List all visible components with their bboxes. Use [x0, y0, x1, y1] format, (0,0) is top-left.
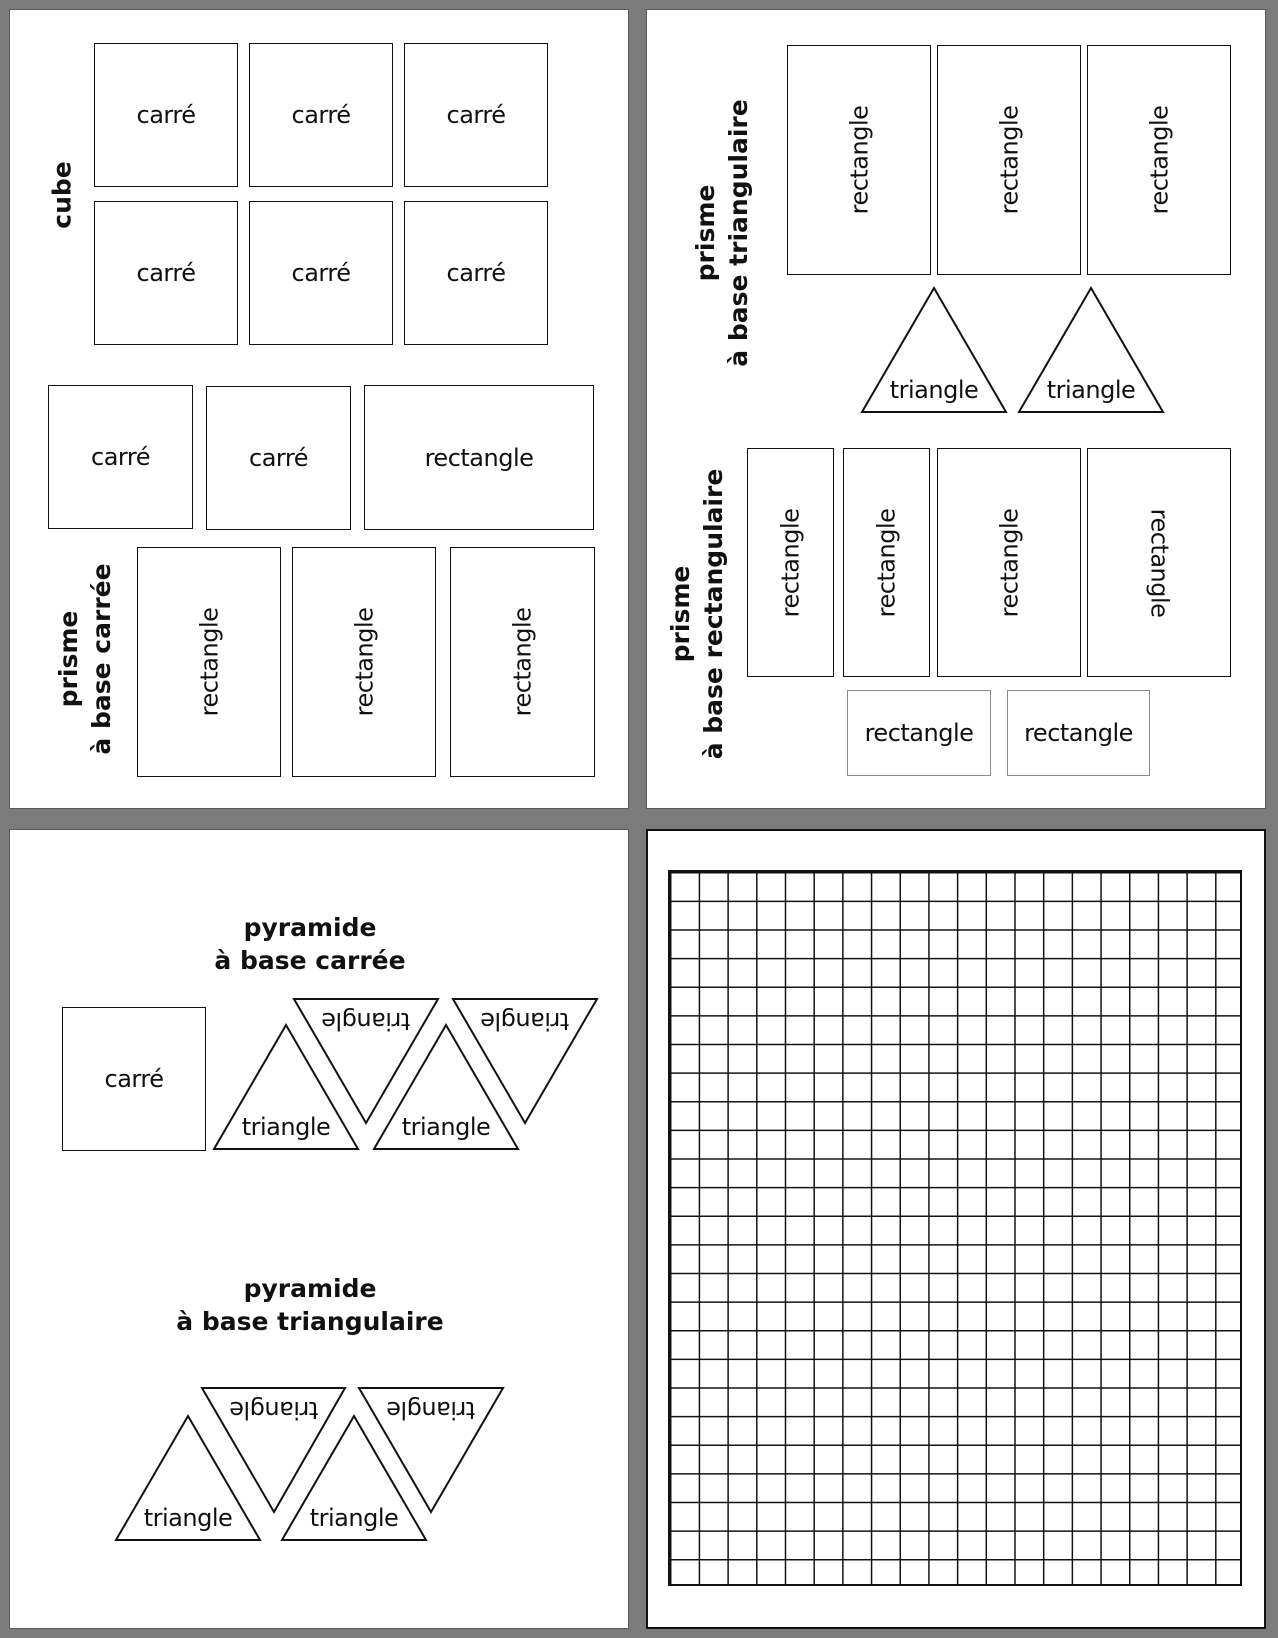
- square-grid: [668, 870, 1242, 1586]
- svg-text:triangle: triangle: [386, 1396, 476, 1424]
- prism-triangular-face-3: rectangle: [1087, 45, 1231, 275]
- prism-rectangular-face-2: rectangle: [843, 448, 930, 677]
- cube-face-2: carré: [249, 43, 393, 187]
- prism-square-title: prisme à base carrée: [54, 563, 116, 755]
- prism-square-base-2: carré: [206, 386, 351, 530]
- prism-triangular-base-1: [862, 288, 1006, 413]
- prism-rectangular-face-1: rectangle: [747, 448, 834, 677]
- prism-triangular-base-2: [1019, 288, 1163, 413]
- pyramid-triangular-face-4: [359, 1388, 503, 1513]
- svg-text:triangle: triangle: [401, 1113, 491, 1141]
- prism-rectangular-title: prisme à base rectangulaire: [666, 468, 728, 760]
- pyramid-square-face-4: [453, 999, 597, 1124]
- prism-square-top-rectangle: rectangle: [364, 385, 594, 530]
- prism-rectangular-face-4: rectangle: [1087, 448, 1231, 677]
- svg-text:triangle: triangle: [889, 376, 979, 404]
- pyramid-square-title: pyramide à base carrée: [214, 913, 406, 975]
- prism-square-side-1: rectangle: [137, 547, 281, 777]
- pyramid-square-base: carré: [62, 1007, 206, 1151]
- cube-face-3: carré: [404, 43, 548, 187]
- svg-text:triangle: triangle: [143, 1504, 233, 1532]
- prism-square-side-2: rectangle: [292, 547, 436, 777]
- prism-triangular-face-1: rectangle: [787, 45, 931, 275]
- svg-text:triangle: triangle: [1046, 376, 1136, 404]
- prism-rectangular-base-2: rectangle: [1007, 690, 1150, 776]
- prism-square-base-1: carré: [48, 385, 193, 529]
- prism-rectangular-face-3: rectangle: [937, 448, 1081, 677]
- cube-face-5: carré: [249, 201, 393, 345]
- svg-text:triangle: triangle: [321, 1007, 411, 1035]
- cube-face-1: carré: [94, 43, 238, 187]
- prism-triangular-face-2: rectangle: [937, 45, 1081, 275]
- prism-triangular-title: prisme à base triangulaire: [691, 99, 753, 367]
- svg-text:triangle: triangle: [480, 1007, 570, 1035]
- svg-text:triangle: triangle: [241, 1113, 331, 1141]
- cube-title: cube: [47, 161, 77, 229]
- cube-face-4: carré: [94, 201, 238, 345]
- cube-face-6: carré: [404, 201, 548, 345]
- prism-rectangular-base-1: rectangle: [847, 690, 991, 776]
- svg-text:triangle: triangle: [309, 1504, 399, 1532]
- svg-text:triangle: triangle: [229, 1396, 319, 1424]
- prism-square-side-3: rectangle: [450, 547, 595, 777]
- pyramid-triangular-title: pyramide à base triangulaire: [176, 1274, 444, 1336]
